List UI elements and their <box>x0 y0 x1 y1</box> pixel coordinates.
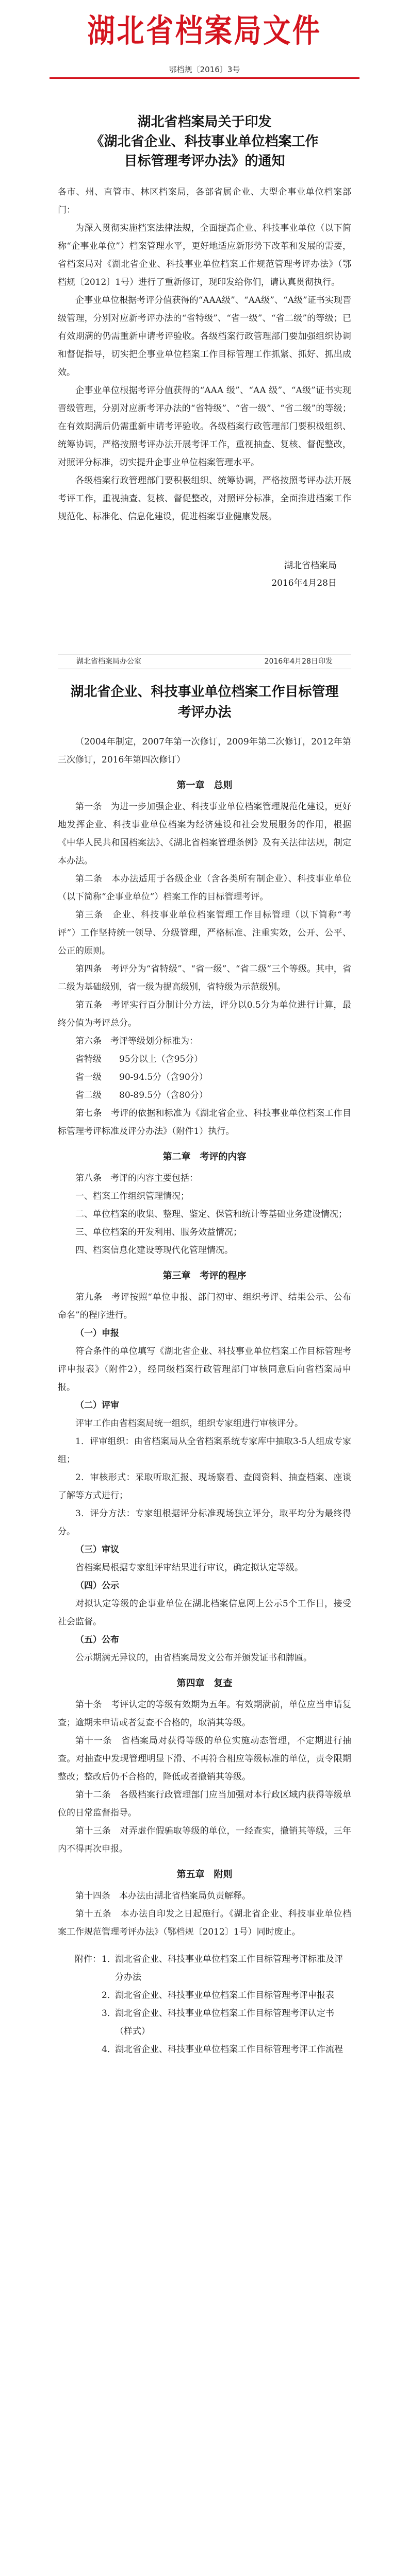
revision-note: （2004年制定，2007年第一次修订，2009年第二次修订，2012年第三次修订，2016年第四次修订） <box>58 737 351 765</box>
step-text: 1．评审组织：由省档案局从全省档案系统专家库中抽取3-5人组成专家组； <box>58 1436 351 1465</box>
document-header <box>0 0 409 74</box>
notice-paragraph: 为深入贯彻实施档案法律法规，全面提高企业、科技事业单位（以下简称“企事业单位”）档案管理水平，更好地适应新形势下改革和发展的需要，省档案局对《湖北省企业、科技事业单位档案工作规范管理考评办法》（鄂档规〔2012〕1号）进行了重新修订，现印发给你们，请认真贯彻执行。 <box>58 223 351 287</box>
article: 第三条 企业、科技事业单位档案管理工作目标管理（以下简称“考评”）工作坚持统一领导、分级管理，严格标准、注重实效，公开、公平、公正的原则。 <box>58 910 351 956</box>
step-heading: （四）公示 <box>75 1581 119 1591</box>
rules-title: 湖北省企业、科技事业单位档案工作目标管理 考评办法 <box>70 684 339 720</box>
content-item: 三、单位档案的开发利用、服务效益情况； <box>75 1227 242 1238</box>
article: 第四条 考评分为“省特级”、“省一级”、“省二级”三个等级。其中，省二级为基础级别，省一级为提高级别，省特级为示范级别。 <box>58 964 351 992</box>
step-text: 3．评分方法：专家组根据评分标准现场独立评分，取平均分为最终得分。 <box>58 1509 351 1537</box>
content-item: 四、档案信息化建设等现代化管理情况。 <box>75 1245 233 1256</box>
step-text: 公示期满无异议的，由省档案局发文公布并颁发证书和牌匾。 <box>75 1653 312 1663</box>
chapter-heading: 第二章 考评的内容 <box>162 1151 247 1162</box>
sign-date: 2016年4月28日 <box>271 578 337 588</box>
step-text: 符合条件的单位填写《湖北省企业、科技事业单位档案工作目标管理考评申报表》（附件2），经同级档案行政管理部门审核同意后向省档案局申报。 <box>58 1346 351 1393</box>
step-text: 评审工作由省档案局统一组织，组织专家组进行审核评分。 <box>75 1418 303 1429</box>
grade-line: 省特级 95分以上（含95分） <box>75 1054 203 1064</box>
chapter-heading: 第四章 复查 <box>176 1678 233 1689</box>
notice-title: 湖北省档案局关于印发 《湖北省企业、科技事业单位档案工作 目标管理考评办法》的通知 <box>90 114 319 169</box>
content-item: 一、档案工作组织管理情况； <box>75 1191 189 1201</box>
article: 第二条 本办法适用于各级企业（含各类所有制企业）、科技事业单位（以下简称“企事业单位”）档案工作的目标管理考评。 <box>58 874 351 902</box>
issuing-office: 湖北省档案局办公室 <box>76 657 141 666</box>
step-text: 对拟认定等级的企事业单位在湖北档案信息网上公示5个工作日，接受社会监督。 <box>58 1599 351 1627</box>
red-divider <box>50 77 359 79</box>
attachment-label: 附件： <box>75 1954 101 1964</box>
recipients: 各市、州、直管市、林区档案局，各部省属企业、大型企事业单位档案部门： <box>58 187 351 215</box>
step-heading: （二）评审 <box>75 1400 119 1411</box>
article: 第十三条 对弄虚作假骗取等级的单位，一经查实，撤销其等级，三年内不得再次申报。 <box>58 1826 351 1854</box>
content-item: 二、单位档案的收集、整理、鉴定、保管和统计等基础业务建设情况； <box>75 1209 347 1219</box>
step-heading: （五）公布 <box>75 1635 119 1645</box>
attachment-item: 2． 湖北省企业、科技事业单位档案工作目标管理考评申报表 <box>102 1990 334 2001</box>
chapter-heading: 第三章 考评的程序 <box>162 1270 247 1281</box>
attachment-item: 4． 湖北省企业、科技事业单位档案工作目标管理考评工作流程 <box>102 2044 343 2055</box>
notice-paragraph: 企事业单位根据考评分值获得的“AAA 级”、“AA 级”、“A级”证书实现晋级管理，分别对应新考评办法的“省特级”、“省一级”、“省二级”的等级；在有效期满后仍需重新申请考评验收。各级档案行政管理部门要积极组织、统筹协调，严格按照考评办法开展考评工作，重视抽查、复核、督促整改，对照评分标准，切实提升企事业单位档案管理水平。 <box>58 385 351 468</box>
chapter-heading: 第一章 总则 <box>176 780 233 791</box>
document-body <box>0 88 409 2059</box>
step-heading: （三）审议 <box>75 1545 119 1555</box>
article: 第十二条 各级档案行政管理部门应当加强对本行政区域内获得等级单位的日常监督指导。 <box>58 1790 351 1818</box>
document-title: 湖北省档案局文件 <box>87 12 322 49</box>
step-text: 2．审核形式：采取听取汇报、现场察看、查阅资料、抽查档案、座谈了解等方式进行； <box>58 1472 351 1501</box>
attachment-list <box>75 1951 351 2059</box>
article: 第一条 为进一步加强企业、科技事业单位档案管理规范化建设，更好地发挥企业、科技事业单位档案为经济建设和社会发展服务的作用，根据《中华人民共和国档案法》、《湖北省档案管理条例》及有关法律法规，制定本办法。 <box>58 802 351 866</box>
document-number: 鄂档规〔2016〕3号 <box>169 65 240 74</box>
print-date: 2016年4月28日印发 <box>264 657 333 666</box>
article: 第十五条 本办法自印发之日起施行。《湖北省企业、科技事业单位档案工作规范管理考评办法》（鄂档规〔2012〕1号）同时废止。 <box>58 1909 351 1937</box>
article: 第十条 考评认定的等级有效期为五年。有效期满前，单位应当申请复查；逾期未申请或者复查不合格的，取消其等级。 <box>58 1700 351 1728</box>
chapter-heading: 第五章 附则 <box>176 1869 233 1880</box>
article: 第五条 考评实行百分制计分方法，评分以0.5分为单位进行计算，最终分值为考评总分。 <box>58 1000 351 1028</box>
attachment-item: 3． 湖北省企业、科技事业单位档案工作目标管理考评认定书（样式） <box>102 2008 334 2037</box>
print-info-bar <box>58 654 351 669</box>
step-heading: （一）申报 <box>75 1328 119 1338</box>
article: 第九条 考评按照“单位申报、部门初审、组织考评、结果公示、公布命名”的程序进行。 <box>58 1292 351 1320</box>
notice-paragraph: 各级档案行政管理部门要积极组织、统筹协调，严格按照考评办法开展考评工作，重视抽查、复核、督促整改，对照评分标准，全面推进档案工作规范化、标准化、信息化建设，促进档案事业健康发展。 <box>58 476 351 522</box>
step-text: 省档案局根据专家组评审结果进行审议，确定拟认定等级。 <box>75 1563 303 1573</box>
article: 第八条 考评的内容主要包括： <box>75 1173 198 1183</box>
article: 第十一条 省档案局对获得等级的单位实施动态管理，不定期进行抽查。对抽查中发现管理明显下滑、不再符合相应等级标准的单位，责令限期整改；整改后仍不合格的，降低或者撤销其等级。 <box>58 1736 351 1782</box>
grade-line: 省一级 90-94.5分（含90分） <box>75 1072 208 1082</box>
article: 第六条 考评等级划分标准为： <box>75 1036 198 1046</box>
article: 第七条 考评的依据和标准为《湖北省企业、科技事业单位档案工作目标管理考评标准及评分办法》（附件1）执行。 <box>58 1108 351 1137</box>
article: 第十四条 本办法由湖北省档案局负责解释。 <box>75 1891 251 1901</box>
attachment-item: 附件： 1． 湖北省企业、科技事业单位档案工作目标管理考评标准及评分办法 <box>75 1951 351 1987</box>
notice-paragraph: 企事业单位根据考评分值获得的“AAA级”、“AA级”、“A级”证书实现晋级管理，分别对应新考评办法的“省特级”、“省一级”、“省二级”的等级；已有效期满的仍需重新申请考评验收。各级档案行政管理部门要加强组织协调和督促指导，切实把企事业单位档案工作目标管理工作抓紧、抓好、抓出成效。 <box>58 295 351 378</box>
signer: 湖北省档案局 <box>284 561 337 571</box>
grade-line: 省二级 80-89.5分（含80分） <box>75 1090 208 1100</box>
